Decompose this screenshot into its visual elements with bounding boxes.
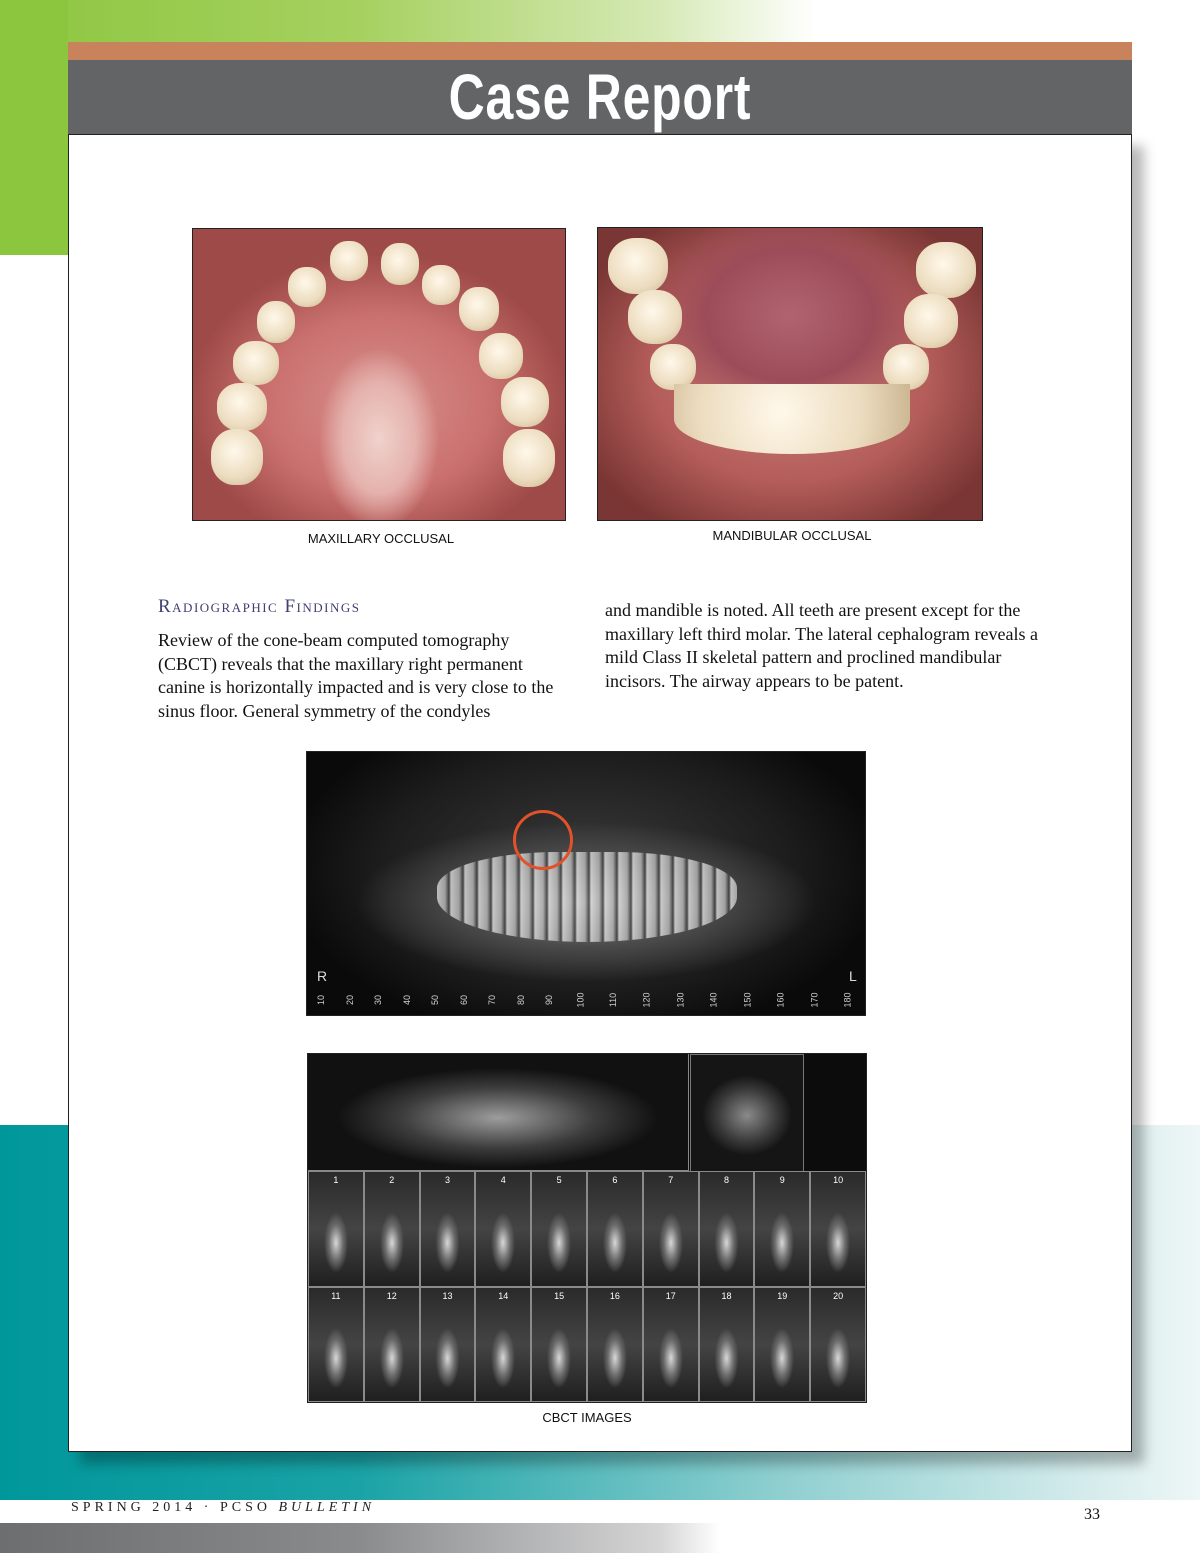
cbct-slice [531,1287,587,1403]
ruler-tick-label: 130 [675,992,686,1008]
footer-bulletin: BULLETIN [278,1500,376,1515]
cbct-axial-view [690,1054,804,1172]
tooth [501,377,549,427]
cbct-slice [420,1287,476,1403]
cbct-slice-number: 10 [833,1175,844,1185]
cbct-slice [308,1287,364,1403]
cbct-slice-number: 13 [442,1290,453,1301]
cbct-slice-number: 4 [500,1175,506,1185]
cbct-slice-number: 9 [779,1175,785,1185]
cbct-caption: CBCT IMAGES [542,1410,632,1425]
cbct-slice [587,1171,643,1287]
cbct-slice-number: 19 [777,1290,788,1301]
findings-column-1: Review of the cone-beam computed tomography (CBCT) reveals that the maxillary right permanent canine is horizontally impacted and is very close to the sinus floor. General symmetry of the condyles [158,630,554,721]
cbct-slice-number: 3 [444,1175,450,1185]
cbct-slice [308,1171,364,1287]
tooth [257,301,295,343]
ruler-tick-label: 160 [775,992,786,1008]
ruler-tick-label: 140 [708,992,719,1008]
tooth [904,294,958,348]
tooth [503,429,555,487]
tooth [211,429,263,485]
cbct-slice [364,1171,420,1287]
ruler-tick-label: 50 [430,994,441,1006]
cbct-slice-number: 8 [723,1175,729,1185]
title-band [68,60,1132,134]
tooth [217,383,267,431]
cbct-slice [420,1171,476,1287]
cbct-slice-number: 18 [721,1290,732,1301]
cbct-slice-number: 17 [665,1290,676,1301]
ruler-tick-label: 10 [316,994,327,1006]
cbct-slice [810,1171,866,1287]
page-number: 33 [1084,1506,1100,1523]
tooth [381,243,419,285]
mandibular-occlusal-photo [597,227,983,521]
ruler-tick-label: 20 [344,994,355,1006]
ruler-tick-label: 150 [742,992,753,1008]
cbct-slice [643,1287,699,1403]
cbct-slice-number: 6 [612,1175,618,1185]
cbct-slice-number: 5 [556,1175,562,1185]
impacted-canine-marker [513,810,573,870]
cbct-slice [699,1171,755,1287]
top-gradient [0,0,1200,45]
ruler-tick-label: 110 [608,992,619,1008]
cbct-slice-number: 1 [333,1175,339,1185]
cbct-slice [754,1287,810,1403]
tooth [608,238,668,294]
cbct-slice [475,1287,531,1403]
cbct-slice [643,1171,699,1287]
ruler-tick-label: 100 [575,992,586,1008]
cbct-slice [531,1171,587,1287]
footer-publication [71,1500,375,1516]
cbct-slice [475,1171,531,1287]
cbct-slice [699,1287,755,1403]
tooth [459,287,499,331]
cbct-slice-number: 20 [833,1290,844,1301]
cbct-slice [810,1287,866,1403]
tooth [288,267,326,307]
tooth [330,241,368,281]
cbct-montage [307,1053,867,1403]
ruler-tick-label: 30 [373,994,384,1006]
lower-anterior-teeth [674,384,910,454]
ruler-tick-label: 120 [641,992,652,1008]
bottom-gray-bar [0,1523,1200,1553]
ruler-tick-label: 70 [487,994,498,1006]
maxillary-caption: MAXILLARY OCCLUSAL [307,531,455,546]
cbct-slice [587,1287,643,1403]
cbct-slice-number: 15 [554,1290,565,1301]
cbct-slice-number: 7 [668,1175,674,1185]
footer-issue: SPRING 2014 · PCSO [71,1500,279,1515]
tooth [479,333,523,379]
tooth [628,290,682,344]
section-heading: Radiographic Findings [158,596,361,617]
ruler-tick-label: 170 [809,992,820,1008]
left-green-accent [0,0,68,255]
cbct-slice-number: 12 [386,1290,397,1301]
cbct-slice-number: 16 [609,1290,620,1301]
tooth [233,341,279,385]
cbct-slice [364,1287,420,1403]
cbct-slice-number: 2 [389,1175,395,1185]
right-side-label: R [317,968,328,984]
ruler-tick-label: 90 [544,994,555,1006]
tooth [422,265,460,305]
cbct-panoramic-view [308,1054,689,1171]
cbct-slice-number: 11 [331,1290,341,1301]
ruler-tick-label: 40 [401,994,412,1006]
ruler-tick-label: 80 [515,994,526,1006]
dentition [437,852,737,942]
page-title: Case Report [448,61,752,133]
maxillary-occlusal-photo [192,228,566,521]
measurement-ruler [307,985,865,1015]
tooth [916,242,976,298]
cbct-slice-number: 14 [498,1290,509,1301]
panoramic-radiograph [306,751,866,1016]
mandibular-caption: MANDIBULAR OCCLUSAL [712,528,872,543]
left-side-label: L [849,968,857,984]
findings-column-2: and mandible is noted. All teeth are present except for the maxillary left third molar. The lateral cephalogram reveals a mild Class II skeletal pattern and proclined mandibular incisors. The airway appears to be patent. [605,600,1038,691]
ruler-tick-label: 60 [458,994,469,1006]
ruler-tick-label: 180 [842,992,853,1008]
orange-bar [68,42,1132,60]
cbct-slice-grid [308,1171,866,1402]
cbct-slice [754,1171,810,1287]
